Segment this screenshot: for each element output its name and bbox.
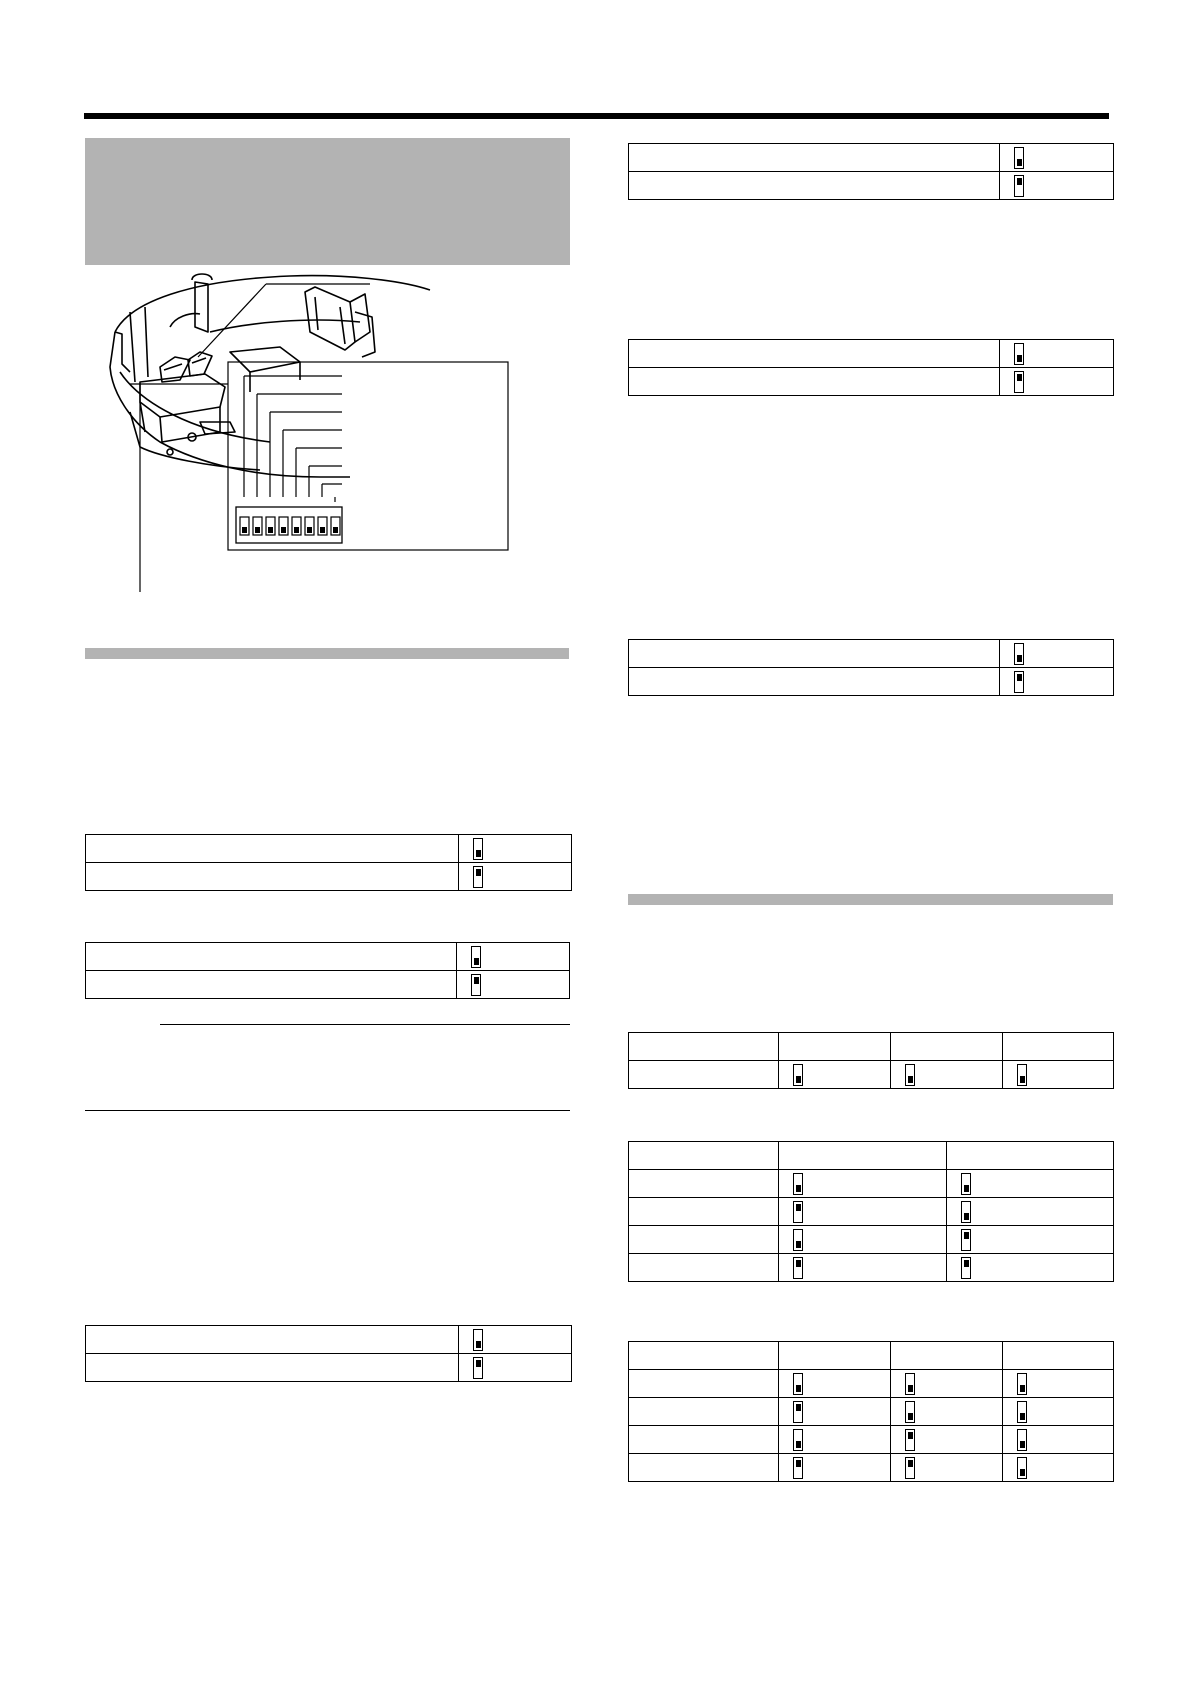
switch-table-right-2 [628,339,1114,396]
switch-table-left-2 [85,942,570,999]
dip-switch-on-icon [905,1429,915,1451]
setting-label-cell [86,835,459,863]
table-row [86,943,570,971]
setting-label-cell [86,1326,459,1354]
switch-state-cell [891,1370,1003,1398]
table-row [86,1326,572,1354]
note-bottom-rule [85,1110,570,1111]
switch-state-cell [1003,1454,1114,1482]
table-row [629,668,1114,696]
table-row [86,835,572,863]
dip-switch-bank-icon [236,507,342,543]
setting-label-cell [629,172,1000,200]
switch-state-cell [1003,1426,1114,1454]
setting-label-cell [86,863,459,891]
table-header-cell [629,1033,779,1061]
switch-state-cell [947,1226,1114,1254]
table-row [629,1170,1114,1198]
switch-state-cell [457,971,570,999]
switch-state-cell [891,1426,1003,1454]
setting-label-cell [629,1370,779,1398]
table-row [86,1354,572,1382]
dip-switch-off-icon [1014,147,1024,169]
switch-state-cell [459,1354,572,1382]
switch-state-cell [779,1061,891,1089]
dip-switch-on-icon [473,1357,483,1379]
dip-switch-off-icon [473,1329,483,1351]
dip-switch-off-icon [318,517,327,535]
switch-table-right-3 [628,639,1114,696]
dip-switch-off-icon [961,1201,971,1223]
table-row [86,863,572,891]
dip-switch-off-icon [905,1373,915,1395]
dip-switch-off-icon [1017,1457,1027,1479]
section-bar [628,894,1113,905]
switch-state-cell [459,863,572,891]
dip-switch-off-icon [240,517,249,535]
switch-state-cell [1003,1370,1114,1398]
top-rule [84,113,1109,119]
dip-switch-off-icon [1014,343,1024,365]
dip-switch-off-icon [292,517,301,535]
table-row [629,640,1114,668]
table-header-cell [891,1033,1003,1061]
dip-switch-off-icon [1017,1064,1027,1086]
table-row [629,1061,1114,1089]
setting-label-cell [86,1354,459,1382]
table-header-cell [1003,1033,1114,1061]
dip-switch-off-icon [279,517,288,535]
table-row [629,1454,1114,1482]
switch-state-cell [947,1198,1114,1226]
dip-switch-on-icon [961,1229,971,1251]
switch-state-cell [1000,640,1114,668]
table-header-row [629,1142,1114,1170]
setting-label-cell [629,1226,779,1254]
dip-switch-on-icon [793,1401,803,1423]
table-row [629,172,1114,200]
note-top-rule [160,1024,570,1025]
setting-label-cell [629,1398,779,1426]
switch-table-right-1 [628,143,1114,200]
table-row [629,1198,1114,1226]
table-header-row [629,1033,1114,1061]
switch-state-cell [779,1398,891,1426]
dip-switch-on-icon [1014,371,1024,393]
dip-switch-off-icon [793,1429,803,1451]
switch-state-cell [779,1226,947,1254]
dip-switch-off-icon [793,1229,803,1251]
table-header-cell [779,1033,891,1061]
table-row [86,971,570,999]
switch-state-cell [1000,668,1114,696]
setting-label-cell [629,368,1000,396]
dip-switch-off-icon [793,1373,803,1395]
switch-state-cell [1000,368,1114,396]
dip-switch-off-icon [1017,1429,1027,1451]
table-row [629,1254,1114,1282]
table-header-cell [1003,1342,1114,1370]
switch-state-cell [459,1326,572,1354]
switch-state-cell [1000,144,1114,172]
table-header-cell [779,1342,891,1370]
table-row [629,144,1114,172]
switch-state-cell [779,1454,891,1482]
switch-state-cell [947,1254,1114,1282]
dip-switch-on-icon [961,1257,971,1279]
dip-switch-on-icon [471,974,481,996]
switch-state-cell [779,1426,891,1454]
switch-state-cell [779,1370,891,1398]
table-header-cell [779,1142,947,1170]
setting-label-cell [86,971,457,999]
dip-switch-off-icon [961,1173,971,1195]
dip-switch-off-icon [1017,1373,1027,1395]
switch-state-cell [1000,340,1114,368]
table-header-cell [629,1342,779,1370]
switch-table-left-3 [85,1325,572,1382]
switch-state-cell [947,1170,1114,1198]
switch-state-cell [1000,172,1114,200]
switch-state-cell [891,1061,1003,1089]
dip-switch-off-icon [1017,1401,1027,1423]
dip-switch-off-icon [793,1173,803,1195]
switch-state-cell [1003,1398,1114,1426]
dip-switch-off-icon [1014,643,1024,665]
table-header-cell [891,1342,1003,1370]
switch-state-cell [891,1398,1003,1426]
setting-label-cell [629,1061,779,1089]
switch-state-cell [779,1170,947,1198]
switch-state-cell [457,943,570,971]
dip-switch-on-icon [1014,671,1024,693]
dip-switch-on-icon [793,1457,803,1479]
dip-switch-on-icon [1014,175,1024,197]
dip-switch-off-icon [793,1064,803,1086]
dip-switch-off-icon [331,517,340,535]
dip-switch-on-icon [793,1257,803,1279]
table-row [629,1426,1114,1454]
table-header-cell [947,1142,1114,1170]
table-row [629,1226,1114,1254]
switch-table-right-6 [628,1341,1114,1482]
switch-state-cell [779,1198,947,1226]
setting-label-cell [629,1454,779,1482]
dip-switch-on-icon [473,866,483,888]
switch-state-cell [459,835,572,863]
dip-switch-off-icon [473,838,483,860]
table-row [629,1398,1114,1426]
setting-label-cell [629,144,1000,172]
dip-switch-off-icon [905,1064,915,1086]
dip-switch-off-icon [305,517,314,535]
switch-table-left-1 [85,834,572,891]
camera-mount-base-icon [100,272,570,612]
setting-label-cell [86,943,457,971]
setting-label-cell [629,640,1000,668]
table-row [629,368,1114,396]
setting-label-cell [629,1170,779,1198]
setting-label-cell [629,340,1000,368]
switch-state-cell [891,1454,1003,1482]
dip-switch-on-icon [793,1201,803,1223]
switch-table-right-4 [628,1032,1114,1089]
dip-switch-off-icon [253,517,262,535]
setting-label-cell [629,1426,779,1454]
table-row [629,340,1114,368]
dip-switch-off-icon [471,946,481,968]
switch-table-right-5 [628,1141,1114,1282]
switch-state-cell [779,1254,947,1282]
dip-switch-off-icon [905,1401,915,1423]
section-title-box [85,138,570,265]
setting-label-cell [629,1198,779,1226]
setting-label-cell [629,1254,779,1282]
switch-state-cell [1003,1061,1114,1089]
dip-switch-on-icon [905,1457,915,1479]
table-header-row [629,1342,1114,1370]
setting-label-cell [629,668,1000,696]
table-header-cell [629,1142,779,1170]
section-bar [85,648,569,659]
dip-switch-off-icon [266,517,275,535]
table-row [629,1370,1114,1398]
